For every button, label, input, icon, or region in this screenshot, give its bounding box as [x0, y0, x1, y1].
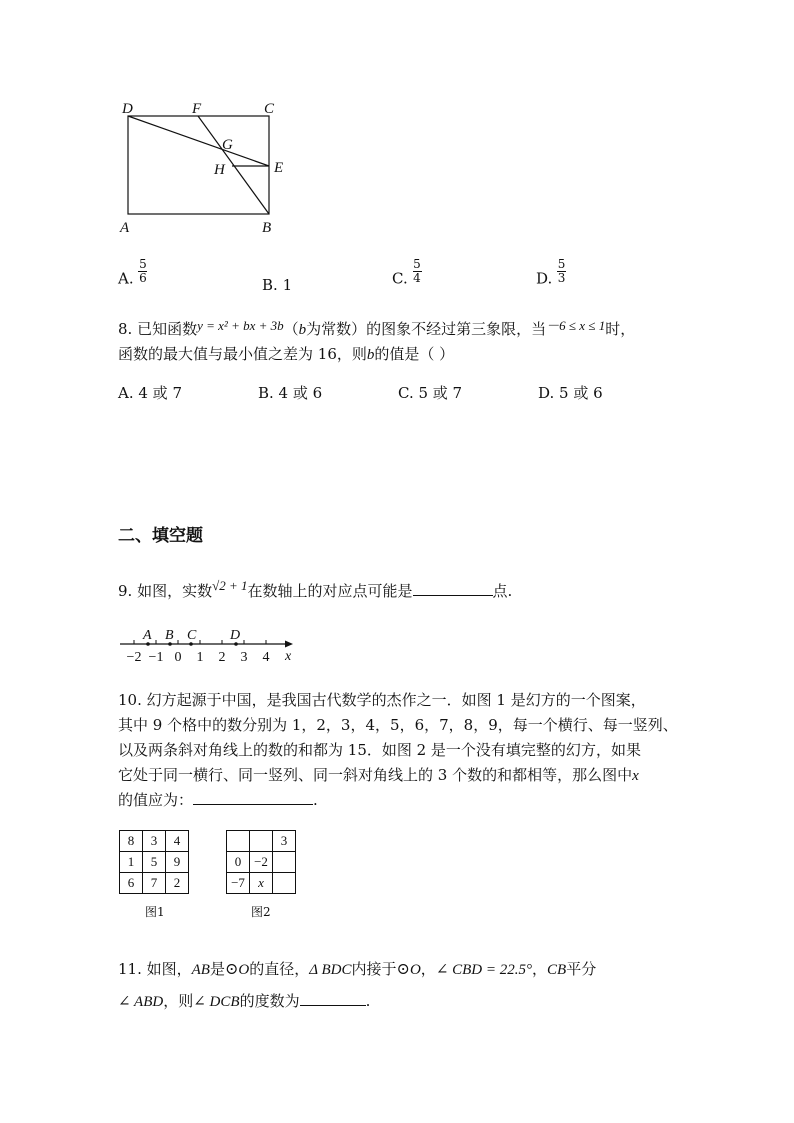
q9-number-line: [115, 625, 305, 665]
cell: 2: [166, 873, 189, 894]
label-D: D: [122, 101, 133, 117]
cell: 1: [120, 852, 143, 873]
tick-label: −2: [126, 650, 142, 665]
cell: 8: [120, 831, 143, 852]
label-B: B: [165, 628, 174, 643]
cell: [227, 831, 250, 852]
q10-line2: 其中 9 个格中的数分别为 1，2，3，4，5，6，7，8，9，每一个横行、每一竖列、: [118, 716, 678, 734]
q7-option-c: C. $\frac{5}{4}$: [392, 257, 421, 288]
q10-answer-blank[interactable]: [193, 790, 313, 805]
fraction: $\frac{5}{4}$: [413, 257, 421, 285]
q10-line1: 10. 幻方起源于中国，是我国古代数学的杰作之一．如图 1 是幻方的一个图案，: [118, 691, 646, 709]
q7-rectangle-figure: [110, 95, 310, 245]
cell: 3: [273, 831, 296, 852]
q9-text: 9. 如图，实数√2 + 1在数轴上的对应点可能是 点.: [118, 578, 513, 600]
line-FB: [198, 116, 269, 214]
q8-option-c: C. 5 或 7: [398, 384, 463, 402]
cell: 5: [143, 852, 166, 873]
cell: [250, 831, 273, 852]
line-DE: [128, 116, 269, 166]
label-C: C: [264, 101, 275, 117]
cell: 3: [143, 831, 166, 852]
cell: [273, 873, 296, 894]
fig2-caption: 图2: [251, 905, 271, 919]
cell: 9: [166, 852, 189, 873]
q11-line2: ∠ ABD，则∠ DCB的度数为 .: [118, 992, 371, 1010]
cell: x: [250, 873, 273, 894]
label-G: G: [222, 137, 233, 153]
q11-answer-blank[interactable]: [300, 991, 366, 1006]
q7-option-d: D. $\frac{5}{3}$: [536, 257, 566, 288]
label-A: A: [143, 628, 152, 643]
q8-option-a: A. 4 或 7: [118, 384, 182, 402]
label-D: D: [230, 628, 241, 643]
q8-line1: 8. 已知函数y = x² + bx + 3b（b为常数）的图象不经过第三象限，当－6 ≤ x ≤ 1时，: [118, 318, 636, 338]
fraction: $\frac{5}{6}$: [139, 257, 147, 285]
tick-label: 2: [218, 650, 226, 665]
magic-square-fig1: [119, 830, 189, 894]
q8-option-d: D. 5 或 6: [538, 384, 603, 402]
tick-label: 3: [240, 650, 248, 665]
q9-answer-blank[interactable]: [413, 581, 493, 596]
q7-option-a: A. $\frac{5}{6}$: [118, 257, 147, 288]
tick-label: 1: [196, 650, 204, 665]
q8-range-expr: －6 ≤ x ≤ 1: [546, 318, 606, 333]
rect-ABCD: [128, 116, 269, 214]
cell: −2: [250, 852, 273, 873]
q10-line4: 它处于同一横行、同一竖列、同一斜对角线上的 3 个数的和都相等，那么图中x: [118, 766, 639, 784]
label-B: B: [262, 220, 272, 236]
fraction: $\frac{5}{3}$: [557, 257, 566, 285]
label-E: E: [274, 160, 284, 176]
label-C: C: [187, 628, 197, 643]
cell: −7: [227, 873, 250, 894]
axis-var: x: [285, 649, 292, 664]
cell: 4: [166, 831, 189, 852]
circle-symbol: ⊙: [396, 959, 410, 978]
q9-expr: √2 + 1: [212, 578, 248, 593]
q7-option-b: B. 1: [262, 276, 293, 294]
q10-line5: 的值应为： .: [118, 791, 318, 809]
cell: [273, 852, 296, 873]
cell: 6: [120, 873, 143, 894]
cell: 0: [227, 852, 250, 873]
q8-option-b: B. 4 或 6: [258, 384, 323, 402]
circle-symbol: ⊙: [224, 959, 239, 978]
magic-square-fig2: [226, 830, 296, 894]
axis-arrow: [285, 641, 293, 648]
section-heading: 二、填空题: [118, 526, 203, 546]
fig1-caption: 图1: [145, 905, 165, 919]
tick-label: −1: [148, 650, 164, 665]
label-F: F: [192, 101, 202, 117]
tick-label: 4: [262, 650, 270, 665]
q8-line2: 函数的最大值与最小值之差为 16，则b的值是（ ）: [118, 345, 455, 363]
q10-line3: 以及两条斜对角线上的数的和都为 15．如图 2 是一个没有填完整的幻方，如果: [118, 741, 641, 759]
tick-label: 0: [174, 650, 182, 665]
q8-function-expr: y = x² + bx + 3b: [197, 318, 284, 333]
q11-line1: 11. 如图，AB是⊙O的直径，Δ BDC内接于⊙O，∠ CBD = 22.5°，CB平分: [118, 959, 597, 978]
label-H: H: [214, 162, 225, 178]
cell: 7: [143, 873, 166, 894]
label-A: A: [120, 220, 130, 236]
